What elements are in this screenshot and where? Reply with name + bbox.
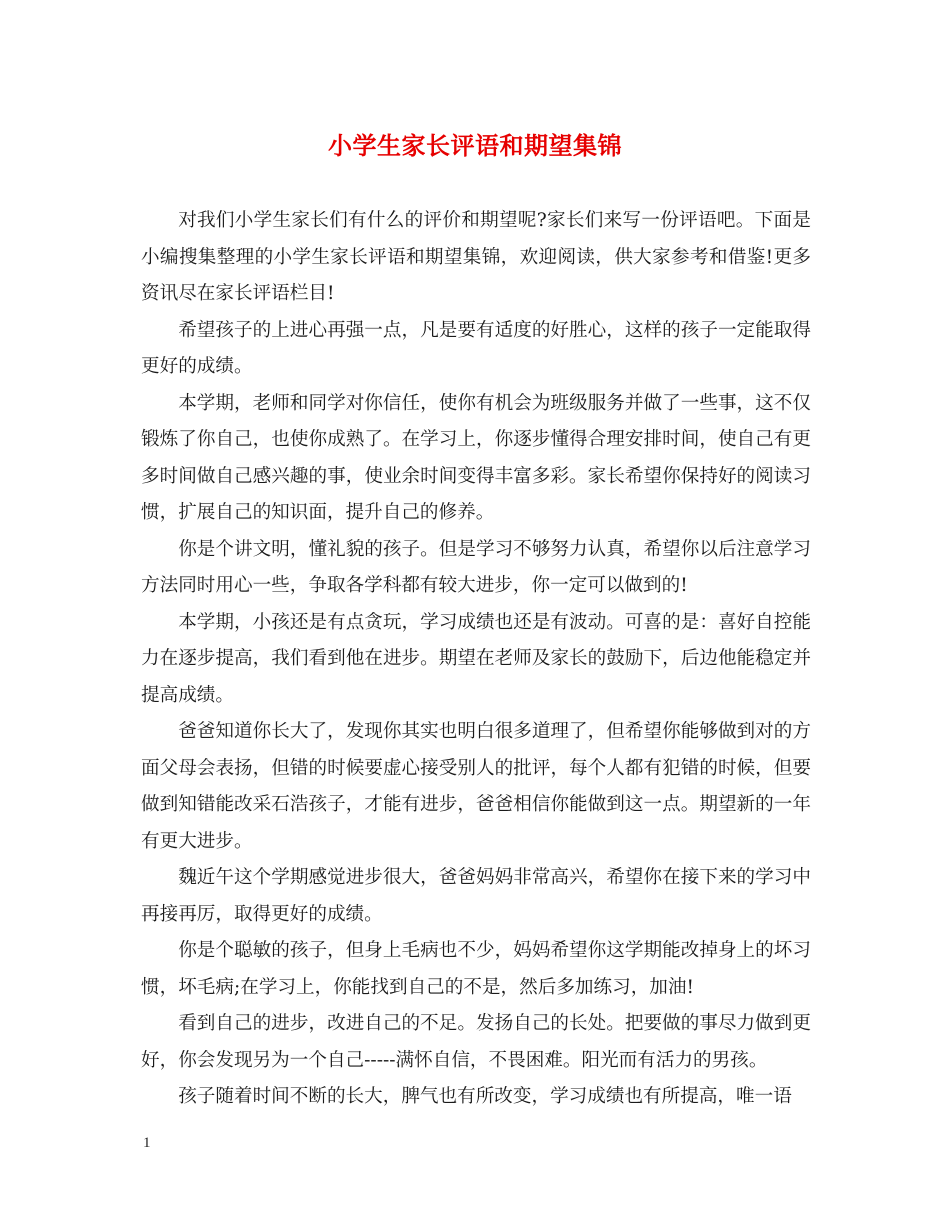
- paragraph-comment-3: 你是个讲文明，懂礼貌的孩子。但是学习不够努力认真，希望你以后注意学习方法同时用心一些，争取各学科都有较大进步，你一定可以做到的!: [141, 538, 811, 596]
- paragraph-comment-4: 本学期，小孩还是有点贪玩，学习成绩也还是有波动。可喜的是：喜好自控能力在逐步提高，我们看到他在进步。期望在老师及家长的鼓励下，后边他能稳定并提高成绩。: [141, 611, 811, 706]
- paragraph-comment-9: 孩子随着时间不断的长大，脾气也有所改变，学习成绩也有所提高，唯一语: [178, 1086, 792, 1107]
- paragraph-comment-5: 爸爸知道你长大了，发现你其实也明白很多道理了，但希望你能够做到对的方面父母会表扬，但错的时候要虚心接受别人的批评，每个人都有犯错的时候，但要做到知错能改采石浩孩子，才能有进步，爸爸相信你能做到这一点。期望新的一年有更大进步。: [141, 721, 811, 852]
- paragraph-comment-1: 希望孩子的上进心再强一点，凡是要有适度的好胜心，这样的孩子一定能取得更好的成绩。: [141, 319, 811, 377]
- document-body: [141, 203, 811, 1116]
- paragraph-comment-7: 你是个聪敏的孩子，但身上毛病也不少，妈妈希望你这学期能改掉身上的坏习惯，坏毛病;在学习上，你能找到自己的不是，然后多加练习，加油!: [141, 940, 811, 998]
- paragraph-intro: 对我们小学生家长们有什么的评价和期望呢?家长们来写一份评语吧。下面是小编搜集整理的小学生家长评语和期望集锦，欢迎阅读，供大家参考和借鉴!更多资讯尽在家长评语栏目!: [141, 210, 811, 304]
- paragraph-comment-6: 魏近午这个学期感觉进步很大，爸爸妈妈非常高兴，希望你在接下来的学习中再接再厉，取得更好的成绩。: [141, 867, 811, 925]
- paragraph-comment-2: 本学期，老师和同学对你信任，使你有机会为班级服务并做了一些事，这不仅锻炼了你自己，也使你成熟了。在学习上，你逐步懂得合理安排时间，使自己有更多时间做自己感兴趣的事，使业余时间变得丰富多彩。家长希望你保持好的阅读习惯，扩展自己的知识面，提升自己的修养。: [141, 392, 811, 523]
- document-title: 小学生家长评语和期望集锦: [328, 131, 622, 160]
- paragraph-comment-8: 看到自己的进步，改进自己的不足。发扬自己的长处。把要做的事尽力做到更好，你会发现另为一个自己-----满怀自信，不畏困难。阳光而有活力的男孩。: [141, 1013, 811, 1071]
- page-number: 1: [143, 1135, 151, 1151]
